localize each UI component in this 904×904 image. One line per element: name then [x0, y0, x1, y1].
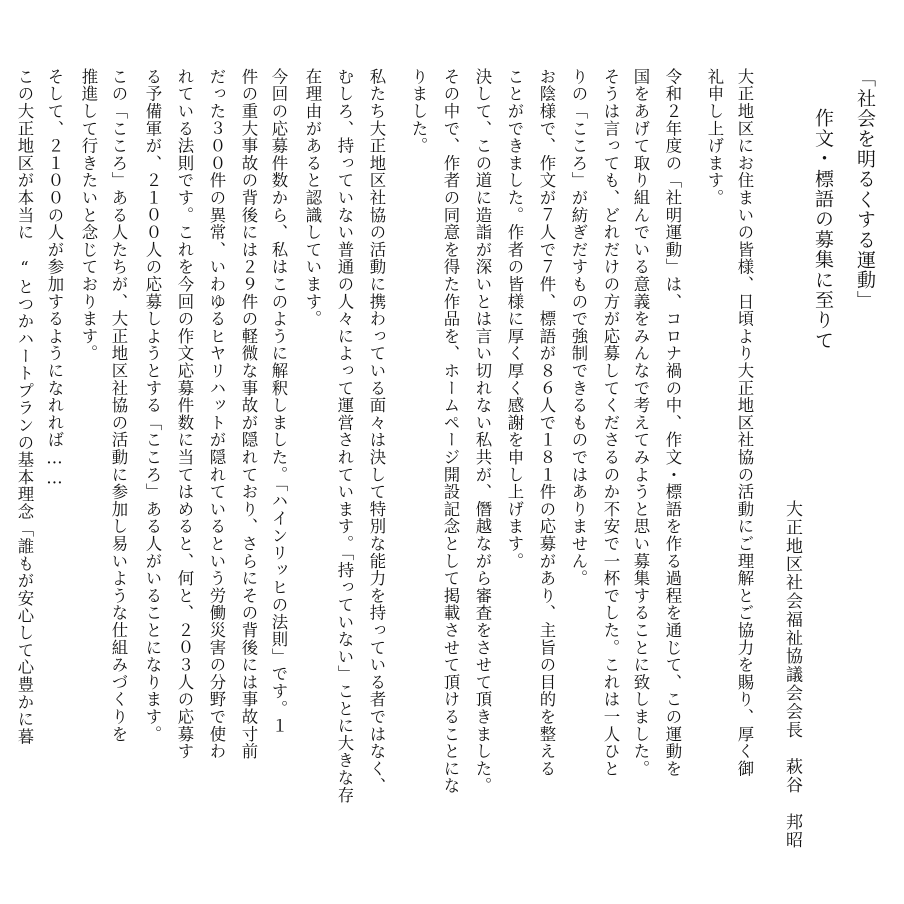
body-line: だった３００件の異常、いわゆるヒヤリハットが隠れているという労働災害の分野で使わ — [207, 68, 226, 760]
body-line: 在理由があると認識しています。 — [303, 68, 322, 328]
body-line: そして、２１００の人が参加するようになれれば…… — [45, 68, 64, 489]
body-line: 決して、この道に造詣が深いとは言い切れない私共が、僭越ながら審査をさせて頂きました。 — [473, 68, 492, 795]
author-line: 大正地区社会福祉協議会会長 萩谷 邦昭 — [782, 500, 802, 850]
document-title-line-1: 「社会を明るくする運動」 — [854, 68, 876, 311]
body-line: むしろ、持っていない普通の人々によって運営されています。「持っていない」ことに大きな存 — [335, 68, 354, 804]
body-line: れている法則です。これを今回の作文応募件数に当てはめると、何と、２０３人の応募す — [175, 68, 194, 760]
body-line: 今回の応募件数から、私はこのように解釈しました。「ハインリッヒの法則」です。１ — [269, 68, 288, 735]
document-title-line-2: 作文・標語の募集に至りて — [812, 108, 834, 351]
body-line: 令和２年度の「社明運動」は、コロナ禍の中、作文・標語を作る過程を通じて、この運動を — [663, 68, 682, 778]
body-line: この「こころ」ある人たちが、大正地区社協の活動に参加し易いような仕組みづくりを — [109, 68, 128, 743]
body-line: この大正地区が本当に “とつかハートプランの基本理念「誰もが安心して心豊かに暮 — [15, 68, 34, 746]
body-line: ことができました。作者の皆様に厚く厚く感謝を申し上げます。 — [505, 68, 524, 570]
body-line: りの「こころ」が紡ぎだすもので強制できるものではありません。 — [569, 68, 588, 587]
body-line: 件の重大事故の背後には２９件の軽微な事故が隠れており、さらにその背後には事故寸前 — [239, 68, 258, 760]
body-line: そうは言っても、どれだけの方が応募してくださるのか不安で一杯でした。これは一人ひと — [601, 68, 620, 778]
body-line: 推進して行きたいと念じております。 — [79, 68, 98, 363]
body-line: る予備軍が、２１００人の応募しようとする「こころ」ある人がいることになります。 — [143, 68, 162, 743]
body-line: 大正地区にお住まいの皆様、日頃より大正地区社協の活動にご理解とご協力を賜り、厚く御 — [735, 68, 754, 778]
body-line: 国をあげて取り組んでいる意義をみんなで考えてみようと思い募集することに致しました。 — [631, 68, 650, 778]
body-line: 礼申し上げます。 — [705, 68, 724, 207]
body-line: りました。 — [409, 68, 428, 155]
body-line: 私たち大正地区社協の活動に携わっている面々は決して特別な能力を持っている者ではなく、 — [367, 68, 386, 795]
body-line: お陰様で、作文が７人で７件、標語が８６人で１８１件の応募があり、主旨の目的を整える — [537, 68, 556, 778]
body-line: その中で、作者の同意を得た作品を、ホームページ開設記念として掲載させて頂けることにな — [441, 68, 460, 795]
